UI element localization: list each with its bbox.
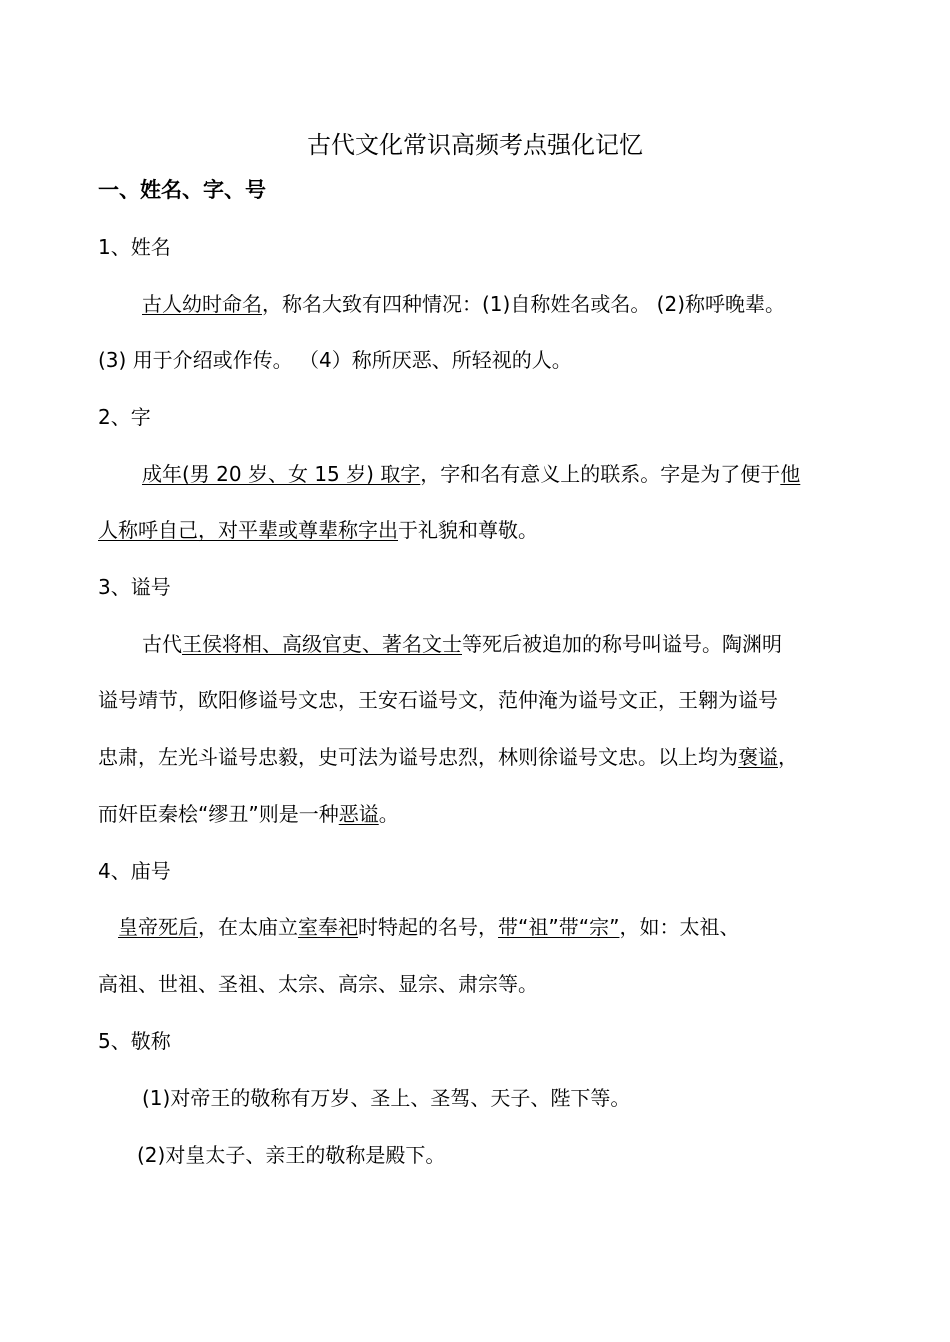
- posthumous-paragraph-line-3: [98, 743, 798, 771]
- courtesy-paragraph-line-2: [98, 516, 538, 544]
- posthumous-paragraph-line-2: 谥号靖节，欧阳修谥号文忠，王安石谥号文，范仲淹为谥号文正，王翱为谥号: [98, 688, 778, 712]
- section-heading-names: 一、姓名、字、号: [98, 178, 266, 202]
- underlined-phrase: 人称呼自己，对平辈或尊辈称字出: [98, 518, 398, 542]
- courtesy-paragraph-line-1: [142, 460, 800, 488]
- paragraph-text: ，在太庙立: [198, 915, 298, 939]
- underlined-phrase: 王侯将相、高级官吏、著名文士: [182, 632, 462, 656]
- paragraph-text: 古代: [142, 632, 182, 656]
- paragraph-text: ，如：太祖、: [619, 915, 740, 939]
- paragraph-text: ，字和名有意义上的联系。字是为了便于: [420, 462, 781, 486]
- paragraph-text: 而奸臣秦桧“缪丑”则是一种: [98, 802, 339, 826]
- posthumous-paragraph-line-1: [142, 630, 782, 658]
- item-heading-name: 1、姓名: [98, 235, 171, 259]
- paragraph-text: ，称名大致有四种情况：(1)自称姓名或名。 (2)称呼晚辈。: [262, 292, 786, 316]
- paragraph-text: 等死后被追加的称号叫谥号。陶渊明: [462, 632, 782, 656]
- name-paragraph-line-1: [142, 290, 785, 318]
- honorific-line-2: (2)对皇太子、亲王的敬称是殿下。: [137, 1143, 446, 1167]
- paragraph-text: ，: [778, 745, 798, 769]
- paragraph-text: 于礼貌和尊敬。: [398, 518, 538, 542]
- temple-paragraph-line-1: [118, 913, 739, 941]
- posthumous-paragraph-line-4: [98, 800, 399, 828]
- underlined-phrase: 成年(男 20 岁、女 15 岁) 取字: [142, 462, 421, 486]
- item-heading-posthumous-title: 3、谥号: [98, 575, 171, 599]
- underlined-phrase: 恶谥: [338, 802, 379, 826]
- underlined-phrase: 他: [780, 462, 801, 486]
- paragraph-text: 忠肃，左光斗谥号忠毅，史可法为谥号忠烈，林则徐谥号文忠。以上均为: [98, 745, 738, 769]
- item-heading-temple-name: 4、庙号: [98, 859, 171, 883]
- underlined-phrase: 褒谥: [738, 745, 778, 769]
- honorific-line-1: (1)对帝王的敬称有万岁、圣上、圣驾、天子、陛下等。: [142, 1086, 631, 1110]
- paragraph-text: 。: [378, 802, 399, 826]
- item-heading-courtesy-name: 2、字: [98, 405, 151, 429]
- underlined-phrase: 古人幼时命名: [142, 292, 262, 316]
- temple-paragraph-line-2: 高祖、世祖、圣祖、太宗、高宗、显宗、肃宗等。: [98, 972, 538, 996]
- document-title: 古代文化常识高频考点强化记忆: [307, 131, 643, 159]
- item-heading-honorifics: 5、敬称: [98, 1029, 171, 1053]
- underlined-phrase: 室奉祀: [298, 915, 358, 939]
- paragraph-text: 时特起的名号，: [358, 915, 498, 939]
- underlined-phrase: 带“祖”带“宗”: [498, 915, 620, 939]
- underlined-phrase: 皇帝死后: [118, 915, 198, 939]
- name-paragraph-line-2: (3) 用于介绍或作传。 （4）称所厌恶、所轻视的人。: [98, 348, 572, 372]
